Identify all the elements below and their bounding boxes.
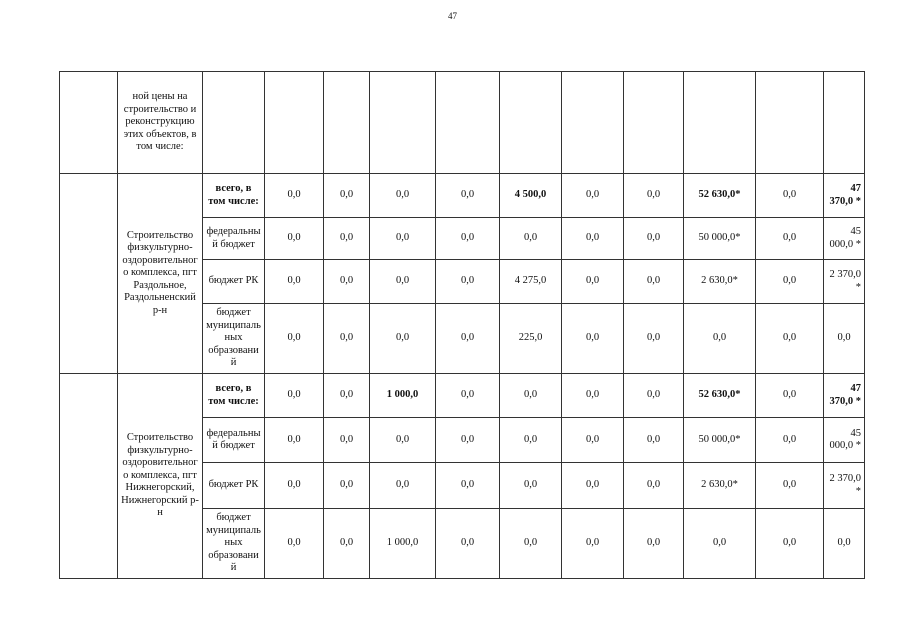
value-cell: 2 630,0*	[684, 463, 756, 509]
page-number: 47	[448, 11, 457, 21]
value-cell: 0,0	[624, 260, 684, 304]
value-cell: 0,0	[562, 304, 624, 374]
row-number-cell	[60, 174, 118, 374]
value-cell: 0,0	[756, 218, 824, 260]
total-value-cell: 45 000,0 *	[824, 418, 865, 463]
value-cell: 0,0	[324, 463, 370, 509]
total-value-cell: 0,0	[824, 509, 865, 579]
total-value-cell: 0,0	[824, 304, 865, 374]
value-cell: 4 275,0	[500, 260, 562, 304]
table-row	[60, 174, 865, 218]
value-cell: 0,0	[436, 218, 500, 260]
value-cell: 0,0	[756, 418, 824, 463]
value-cell: 0,0	[265, 418, 324, 463]
total-value-cell: 45 000,0 *	[824, 218, 865, 260]
value-cell: 1 000,0	[370, 509, 436, 579]
value-cell: 0,0	[265, 304, 324, 374]
value-cell	[684, 72, 756, 174]
value-cell: 0,0	[265, 374, 324, 418]
funding-source-cell: бюджет РК	[203, 463, 265, 509]
value-cell: 0,0	[324, 374, 370, 418]
value-cell: 0,0	[624, 174, 684, 218]
value-cell: 0,0	[562, 260, 624, 304]
funding-source-cell: всего, в том числе:	[203, 374, 265, 418]
blank-cell	[60, 72, 118, 174]
value-cell	[824, 72, 865, 174]
value-cell: 0,0	[562, 509, 624, 579]
value-cell: 0,0	[562, 463, 624, 509]
value-cell	[624, 72, 684, 174]
value-cell: 0,0	[370, 463, 436, 509]
value-cell: 0,0	[436, 304, 500, 374]
value-cell: 0,0	[500, 509, 562, 579]
value-cell	[265, 72, 324, 174]
value-cell: 0,0	[436, 463, 500, 509]
total-value-cell: 47 370,0 *	[824, 174, 865, 218]
value-cell: 0,0	[562, 418, 624, 463]
value-cell	[370, 72, 436, 174]
funding-source-cell: бюджет муниципальных образований	[203, 304, 265, 374]
funding-source-cell: федеральный бюджет	[203, 418, 265, 463]
value-cell: 1 000,0	[370, 374, 436, 418]
value-cell: 52 630,0*	[684, 174, 756, 218]
value-cell: 0,0	[684, 509, 756, 579]
budget-table-body	[60, 72, 865, 579]
object-name-cell: Строительство физкультурно-оздоровительного комплекса, пгт Нижнегорский, Нижнегорский р-н	[118, 374, 203, 579]
value-cell: 0,0	[756, 374, 824, 418]
value-cell: 0,0	[756, 174, 824, 218]
value-cell	[756, 72, 824, 174]
funding-source-cell: бюджет РК	[203, 260, 265, 304]
value-cell: 0,0	[265, 509, 324, 579]
value-cell: 0,0	[500, 218, 562, 260]
value-cell: 0,0	[500, 374, 562, 418]
row-number-cell	[60, 374, 118, 579]
value-cell: 0,0	[265, 260, 324, 304]
value-cell: 0,0	[756, 260, 824, 304]
value-cell: 0,0	[436, 374, 500, 418]
value-cell: 0,0	[436, 418, 500, 463]
value-cell: 0,0	[562, 374, 624, 418]
value-cell: 0,0	[624, 509, 684, 579]
value-cell: 0,0	[324, 304, 370, 374]
value-cell: 0,0	[436, 174, 500, 218]
value-cell: 0,0	[265, 174, 324, 218]
value-cell: 4 500,0	[500, 174, 562, 218]
value-cell: 0,0	[370, 260, 436, 304]
value-cell: 0,0	[562, 174, 624, 218]
total-value-cell: 2 370,0 *	[824, 260, 865, 304]
source-cell-blank	[203, 72, 265, 174]
value-cell: 0,0	[500, 418, 562, 463]
value-cell: 0,0	[265, 218, 324, 260]
funding-source-cell: федеральный бюджет	[203, 218, 265, 260]
value-cell: 0,0	[562, 218, 624, 260]
value-cell: 0,0	[500, 463, 562, 509]
value-cell	[436, 72, 500, 174]
value-cell: 0,0	[436, 509, 500, 579]
value-cell: 0,0	[324, 509, 370, 579]
value-cell: 0,0	[265, 463, 324, 509]
object-name-cell: Строительство физкультурно-оздоровительного комплекса, пгт Раздольное, Раздольненский р-н	[118, 174, 203, 374]
value-cell: 0,0	[324, 260, 370, 304]
value-cell: 52 630,0*	[684, 374, 756, 418]
value-cell: 50 000,0*	[684, 218, 756, 260]
value-cell: 0,0	[624, 304, 684, 374]
object-description-cell: ной цены на строительство и реконструкцию этих объектов, в том числе:	[118, 72, 203, 174]
value-cell: 0,0	[624, 418, 684, 463]
budget-table	[59, 71, 865, 579]
value-cell: 225,0	[500, 304, 562, 374]
value-cell: 0,0	[370, 418, 436, 463]
value-cell: 0,0	[756, 463, 824, 509]
value-cell: 0,0	[370, 218, 436, 260]
value-cell: 2 630,0*	[684, 260, 756, 304]
value-cell: 0,0	[756, 304, 824, 374]
table-row-header-continuation	[60, 72, 865, 174]
value-cell	[500, 72, 562, 174]
total-value-cell: 47 370,0 *	[824, 374, 865, 418]
value-cell: 0,0	[324, 218, 370, 260]
value-cell: 50 000,0*	[684, 418, 756, 463]
value-cell	[324, 72, 370, 174]
value-cell: 0,0	[324, 174, 370, 218]
value-cell: 0,0	[324, 418, 370, 463]
total-value-cell: 2 370,0 *	[824, 463, 865, 509]
value-cell: 0,0	[684, 304, 756, 374]
funding-source-cell: всего, в том числе:	[203, 174, 265, 218]
table-row	[60, 374, 865, 418]
value-cell: 0,0	[624, 463, 684, 509]
value-cell: 0,0	[370, 174, 436, 218]
value-cell: 0,0	[624, 374, 684, 418]
value-cell	[562, 72, 624, 174]
value-cell: 0,0	[624, 218, 684, 260]
value-cell: 0,0	[756, 509, 824, 579]
value-cell: 0,0	[370, 304, 436, 374]
value-cell: 0,0	[436, 260, 500, 304]
funding-source-cell: бюджет муниципальных образований	[203, 509, 265, 579]
